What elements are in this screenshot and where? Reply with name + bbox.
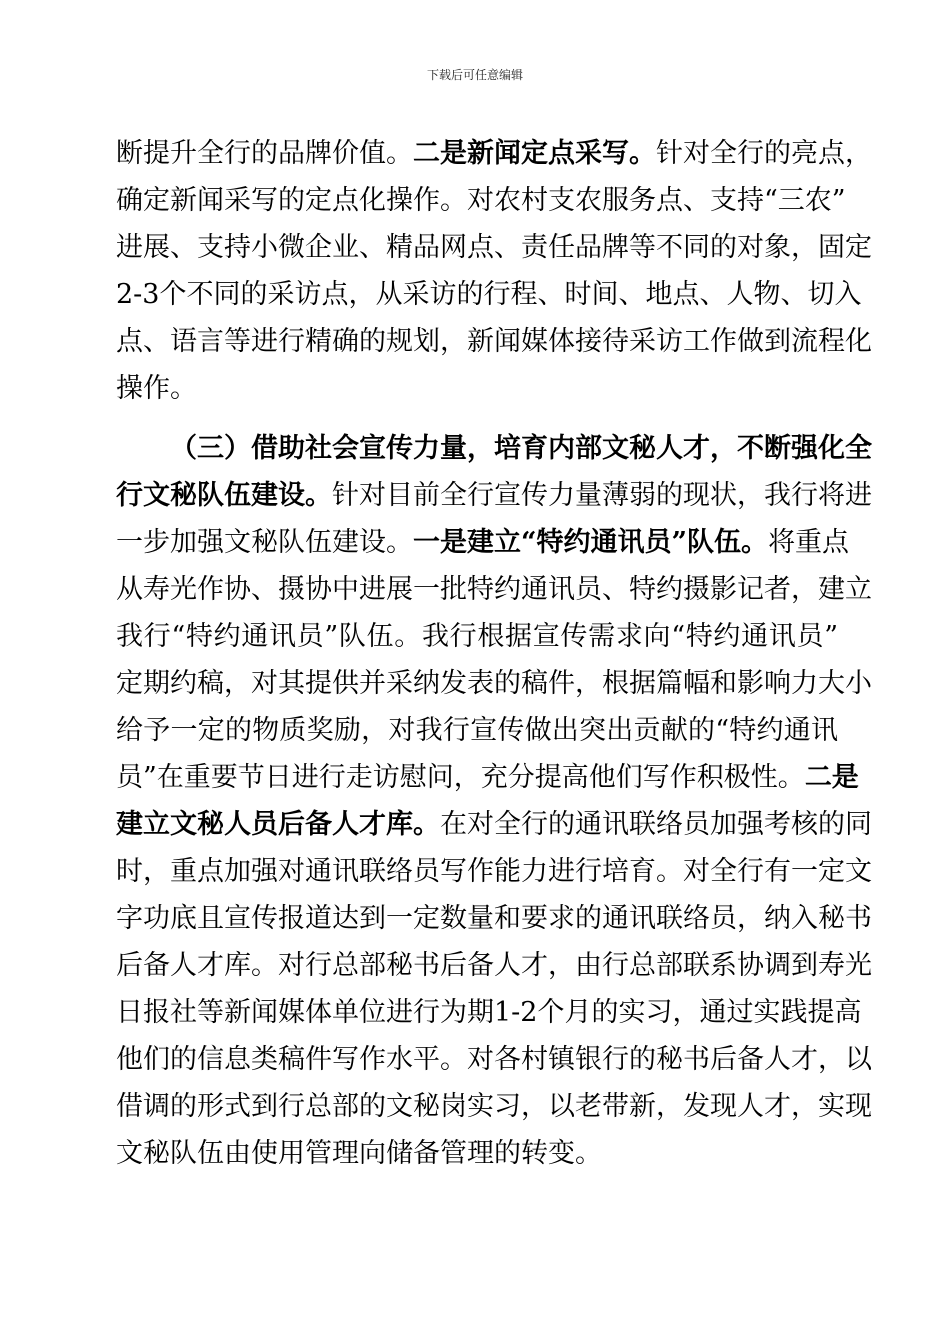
text-line <box>116 228 872 268</box>
text-segment: 从寿光作协、摄协中进展一批特约通讯员、特约摄影记者，建立 <box>116 574 872 605</box>
text-segment: 一步加强文秘队伍建设。 <box>116 527 413 558</box>
text-segment: 员”在重要节日进行走访慰问，充分提高他们写作积极性。 <box>116 762 805 793</box>
page-header: 下载后可任意编辑 <box>426 68 523 82</box>
text-segment: 借调的形式到行总部的文秘岗实习，以老带新，发现人才，实现 <box>116 1091 872 1122</box>
text-segment: 断提升全行的品牌价值。 <box>116 138 413 169</box>
text-line <box>116 1040 872 1080</box>
text-segment: 文秘队伍由使用管理向储备管理的转变。 <box>116 1138 602 1169</box>
text-line <box>116 993 862 1033</box>
text-line <box>116 805 872 845</box>
text-segment: 在对全行的通讯联络员加强考核的同 <box>440 809 872 840</box>
text-segment: 日报社等新闻媒体单位进行为期1-2个月的实习，通过实践提高 <box>116 997 862 1028</box>
text-line <box>116 899 872 939</box>
text-line <box>116 369 838 409</box>
text-segment: 2-3个不同的采访点，从采访的行程、时间、地点、人物、切入 <box>116 279 862 310</box>
text-segment: 进展、支持小微企业、精品网点、责任品牌等不同的对象，固定 <box>116 232 872 263</box>
text-line <box>116 946 872 986</box>
text-segment: 字功底且宣传报道达到一定数量和要求的通讯联络员，纳入秘书 <box>116 903 872 934</box>
text-line <box>116 758 859 798</box>
text-segment: 操作。 <box>116 373 197 404</box>
text-line <box>116 476 872 516</box>
bold-text-segment: 建立文秘人员后备人才库。 <box>116 809 440 840</box>
text-line <box>116 134 872 174</box>
text-line <box>116 275 862 315</box>
text-segment: 时，重点加强对通讯联络员写作能力进行培育。对全行有一定文 <box>116 856 872 887</box>
text-line <box>116 1134 838 1174</box>
text-line <box>116 664 872 704</box>
text-line <box>116 322 872 362</box>
text-segment: 给予一定的物质奖励，对我行宣传做出突出贡献的“特约通讯 <box>116 715 838 746</box>
bold-text-segment: （三）借助社会宣传力量，培育内部文秘人才，不断强化全 <box>170 433 872 464</box>
text-line <box>116 523 850 563</box>
text-line <box>116 711 838 751</box>
text-line <box>116 617 838 657</box>
text-line <box>170 429 872 469</box>
text-line <box>116 1087 872 1127</box>
text-segment: 定期约稿，对其提供并采纳发表的稿件，根据篇幅和影响力大小 <box>116 668 872 699</box>
text-segment: 针对全行的亮点， <box>656 138 872 169</box>
text-segment: 我行“特约通讯员”队伍。我行根据宣传需求向“特约通讯员” <box>116 621 838 652</box>
text-line <box>116 181 846 221</box>
bold-text-segment: 二是新闻定点采写。 <box>413 138 656 169</box>
text-segment: 将重点 <box>768 527 850 558</box>
text-segment: 点、语言等进行精确的规划，新闻媒体接待采访工作做到流程化 <box>116 326 872 357</box>
bold-text-segment: 一是建立“特约通讯员”队伍。 <box>413 527 769 558</box>
text-segment: 确定新闻采写的定点化操作。对农村支农服务点、支持“三农” <box>116 185 846 216</box>
text-line <box>116 570 872 610</box>
bold-text-segment: 行文秘队伍建设。 <box>116 480 332 511</box>
text-segment: 后备人才库。对行总部秘书后备人才，由行总部联系协调到寿光 <box>116 950 872 981</box>
text-segment: 针对目前全行宣传力量薄弱的现状，我行将进 <box>332 480 872 511</box>
bold-text-segment: 二是 <box>804 762 859 793</box>
text-segment: 他们的信息类稿件写作水平。对各村镇银行的秘书后备人才，以 <box>116 1044 872 1075</box>
text-line <box>116 852 872 892</box>
